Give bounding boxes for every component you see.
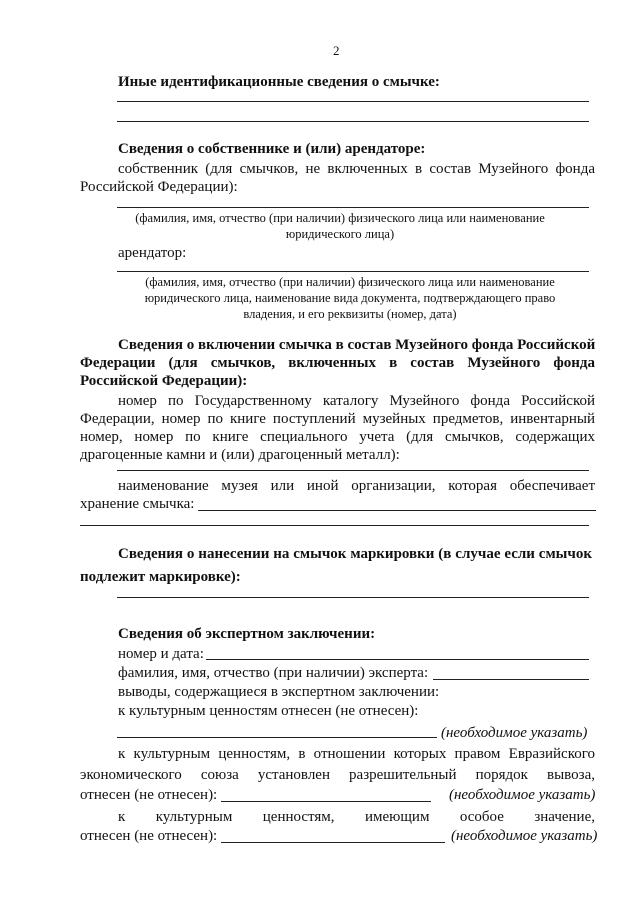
- export-text: экономического союза установлен разрешительный порядок вывоза,: [80, 767, 595, 783]
- org-text: наименование музея или иной организации, которая обеспечивает: [118, 478, 595, 494]
- expert-conclusions-label: выводы, содержащиеся в экспертном заключении:: [118, 684, 440, 700]
- fill-line: [117, 470, 589, 471]
- fill-line: [198, 510, 596, 511]
- section-title-owner: Сведения о собственнике и (или) арендаторе:: [118, 141, 426, 157]
- section-title-identification: Иные идентификационные сведения о смычке:: [118, 74, 440, 90]
- section-title-expert: Сведения об экспертном заключении:: [118, 626, 376, 642]
- section-title-museum-fund: Сведения о включении смычка в состав Музейного фонда Российской: [118, 337, 596, 353]
- catalog-text: Федерации, номер по книге поступлений музейных предметов, инвентарный: [80, 411, 595, 427]
- fill-line: [206, 659, 589, 660]
- cultural-value-label: к культурным ценностям отнесен (не отнесен):: [118, 703, 419, 719]
- export-text: отнесен (не отнесен):: [80, 787, 218, 803]
- catalog-text: номер, номер по книге специального учета (для смычков, содержащих: [80, 429, 595, 445]
- fill-line: [221, 842, 445, 843]
- catalog-text: драгоценные камни и (или) драгоценный металл):: [80, 447, 400, 463]
- tenant-caption: владения, и его реквизиты (номер, дата): [243, 307, 457, 321]
- section-title-museum-fund: Федерации (для смычков, включенных в состав Музейного фонда: [80, 355, 595, 371]
- fill-line: [221, 801, 431, 802]
- fill-line: [433, 679, 589, 680]
- expert-number-date-label: номер и дата:: [118, 646, 204, 662]
- org-text: хранение смычка:: [80, 496, 195, 512]
- owner-label-line: Российской Федерации):: [80, 179, 238, 195]
- note-indicate: (необходимое указать): [441, 725, 588, 741]
- fill-line: [80, 525, 589, 526]
- fill-line: [117, 101, 589, 102]
- page-number: 2: [333, 43, 340, 58]
- export-text: к культурным ценностям, в отношении которых правом Евразийского: [118, 746, 595, 762]
- owner-caption: (фамилия, имя, отчество (при наличии) физического лица или наименование: [135, 211, 545, 225]
- fill-line: [117, 207, 589, 208]
- owner-caption: юридического лица): [285, 227, 395, 241]
- fill-line: [117, 121, 589, 122]
- note-indicate: (необходимое указать): [449, 787, 596, 803]
- special-text: к культурным ценностям, имеющим особое значение,: [118, 809, 595, 825]
- section-title-museum-fund: Российской Федерации):: [80, 373, 248, 389]
- tenant-caption: (фамилия, имя, отчество (при наличии) физического лица или наименование: [145, 275, 555, 289]
- fill-line: [117, 737, 437, 738]
- section-title-marking: подлежит маркировке):: [80, 569, 241, 585]
- section-title-marking: Сведения о нанесении на смычок маркировки (в случае если смычок: [118, 546, 592, 562]
- tenant-label: арендатор:: [118, 245, 187, 261]
- fill-line: [117, 597, 589, 598]
- tenant-caption: юридического лица, наименование вида документа, подтверждающего право: [144, 291, 556, 305]
- catalog-text: номер по Государственному каталогу Музейного фонда Российской: [118, 393, 595, 409]
- special-text: отнесен (не отнесен):: [80, 828, 218, 844]
- fill-line: [117, 271, 589, 272]
- owner-label-line: собственник (для смычков, не включенных в состав Музейного фонда: [118, 161, 595, 177]
- note-indicate: (необходимое указать): [451, 828, 598, 844]
- expert-name-label: фамилия, имя, отчество (при наличии) эксперта:: [118, 665, 429, 681]
